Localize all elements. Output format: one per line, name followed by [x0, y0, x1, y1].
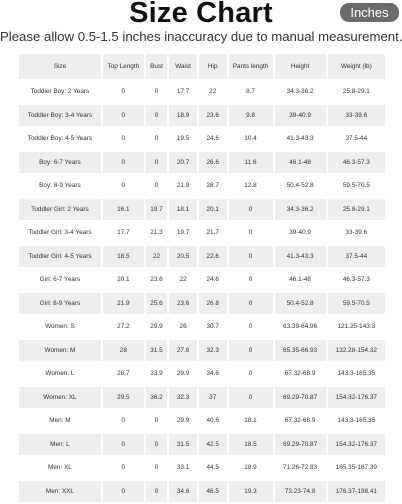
column-header: Bust [146, 54, 167, 79]
table-cell: 46.1-48 [275, 269, 326, 291]
table-cell: 34.6 [199, 363, 227, 385]
size-chart-table-container [17, 52, 387, 504]
table-cell: 22 [146, 246, 167, 268]
table-row [19, 387, 385, 409]
table-cell: 24.6 [199, 269, 227, 291]
table-cell: 21.9 [169, 175, 197, 197]
table-cell: 0 [103, 457, 144, 479]
table-cell: 0 [229, 316, 273, 338]
table-cell: 18.1 [169, 199, 197, 221]
table-cell: 143.3-165.35 [328, 363, 385, 385]
table-row [19, 269, 385, 291]
table-cell: 25.8-29.1 [328, 81, 385, 103]
table-cell: 19.7 [146, 199, 167, 221]
table-cell: 11.6 [229, 152, 273, 174]
table-cell: 27.6 [169, 340, 197, 362]
table-cell: 41.3-43.3 [275, 128, 326, 150]
table-cell: 46.5 [199, 481, 227, 503]
table-cell: 63.39-64.96 [275, 316, 326, 338]
size-label-cell: Men: L [19, 434, 101, 456]
column-header: Waist [169, 54, 197, 79]
table-cell: 18.5 [103, 246, 144, 268]
size-label-cell: Toddler Boy: 3-4 Years [19, 105, 101, 127]
table-cell: 34.3-36.2 [275, 199, 326, 221]
table-cell: 0 [103, 128, 144, 150]
column-header: Height [275, 54, 326, 79]
table-cell: 0 [146, 481, 167, 503]
table-cell: 0 [229, 387, 273, 409]
page-title: Size Chart [129, 0, 273, 29]
table-row [19, 152, 385, 174]
table-cell: 65.35-66.93 [275, 340, 326, 362]
table-row [19, 316, 385, 338]
table-cell: 18.5 [229, 434, 273, 456]
table-cell: 16.1 [103, 199, 144, 221]
table-cell: 28.7 [199, 175, 227, 197]
table-cell: 17.7 [103, 222, 144, 244]
table-cell: 67.32-68.9 [275, 363, 326, 385]
table-row [19, 293, 385, 315]
table-cell: 0 [103, 481, 144, 503]
size-label-cell: Women: S [19, 316, 101, 338]
table-cell: 31.5 [169, 434, 197, 456]
size-label-cell: Women: M [19, 340, 101, 362]
table-cell: 28 [103, 340, 144, 362]
table-cell: 37.5-44 [328, 128, 385, 150]
table-cell: 176.37-198.41 [328, 481, 385, 503]
table-cell: 0 [229, 199, 273, 221]
column-header: Size [19, 54, 101, 79]
table-cell: 40.6 [199, 410, 227, 432]
table-cell: 28.7 [103, 363, 144, 385]
table-cell: 37 [199, 387, 227, 409]
table-cell: 121.25-143.3 [328, 316, 385, 338]
table-cell: 29.5 [103, 387, 144, 409]
table-cell: 37.5-44 [328, 246, 385, 268]
table-header-row [19, 54, 385, 79]
size-label-cell: Toddler Girl: 2 Years [19, 199, 101, 221]
table-cell: 9.8 [229, 105, 273, 127]
table-cell: 20.1 [103, 269, 144, 291]
table-cell: 18.9 [169, 105, 197, 127]
size-chart-table [17, 52, 387, 504]
table-cell: 34.3-36.2 [275, 81, 326, 103]
table-cell: 0 [146, 105, 167, 127]
table-cell: 0 [103, 81, 144, 103]
table-cell: 154.32-176.37 [328, 434, 385, 456]
table-row [19, 81, 385, 103]
table-cell: 23.6 [199, 105, 227, 127]
column-header: Pants length [229, 54, 273, 79]
column-header: Hip [199, 54, 227, 79]
table-cell: 17.7 [169, 81, 197, 103]
table-row [19, 175, 385, 197]
table-cell: 0 [146, 81, 167, 103]
table-cell: 0 [146, 152, 167, 174]
size-label-cell: Women: L [19, 363, 101, 385]
table-cell: 20.5 [169, 246, 197, 268]
size-label-cell: Toddler Girl: 3-4 Years [19, 222, 101, 244]
table-cell: 25.8-29.1 [328, 199, 385, 221]
table-cell: 0 [103, 152, 144, 174]
size-label-cell: Boy: 6-7 Years [19, 152, 101, 174]
table-cell: 32.3 [169, 387, 197, 409]
size-label-cell: Women: XL [19, 387, 101, 409]
table-cell: 46.1-48 [275, 152, 326, 174]
table-row [19, 363, 385, 385]
table-cell: 24.6 [199, 128, 227, 150]
table-cell: 0 [229, 222, 273, 244]
size-label-cell: Men: M [19, 410, 101, 432]
table-cell: 12.8 [229, 175, 273, 197]
table-cell: 36.2 [146, 387, 167, 409]
table-cell: 26.8 [199, 293, 227, 315]
table-cell: 39-40.9 [275, 222, 326, 244]
column-header: Weight (lb) [328, 54, 385, 79]
table-row [19, 340, 385, 362]
size-label-cell: Boy: 8-9 Years [19, 175, 101, 197]
table-cell: 21.7 [199, 222, 227, 244]
table-cell: 41.3-43.3 [275, 246, 326, 268]
table-cell: 0 [103, 410, 144, 432]
table-cell: 0 [146, 434, 167, 456]
table-cell: 46.3-57.3 [328, 152, 385, 174]
size-label-cell: Men: XL [19, 457, 101, 479]
size-label-cell: Toddler Girl: 4-5 Years [19, 246, 101, 268]
table-cell: 0 [146, 457, 167, 479]
table-cell: 19.5 [169, 128, 197, 150]
table-body [19, 81, 385, 502]
table-cell: 0 [229, 363, 273, 385]
table-cell: 0 [146, 175, 167, 197]
table-cell: 67.32-68.9 [275, 410, 326, 432]
table-cell: 50.4-52.8 [275, 293, 326, 315]
measurement-note: Please allow 0.5-1.5 inches inaccuracy due to manual measurement. [0, 29, 402, 44]
table-cell: 0 [229, 293, 273, 315]
table-cell: 132.28-154.32 [328, 340, 385, 362]
table-cell: 20.7 [169, 152, 197, 174]
table-cell: 29.9 [146, 316, 167, 338]
table-cell: 33.9 [146, 363, 167, 385]
table-cell: 165.35-187.39 [328, 457, 385, 479]
table-cell: 26 [169, 316, 197, 338]
table-cell: 21.3 [146, 222, 167, 244]
table-row [19, 481, 385, 503]
table-cell: 143.3-165.35 [328, 410, 385, 432]
size-label-cell: Girl: 6-7 Years [19, 269, 101, 291]
table-row [19, 246, 385, 268]
table-cell: 50.4-52.8 [275, 175, 326, 197]
table-cell: 31.5 [146, 340, 167, 362]
table-cell: 10.4 [229, 128, 273, 150]
table-cell: 27.2 [103, 316, 144, 338]
table-cell: 42.5 [199, 434, 227, 456]
table-row [19, 434, 385, 456]
table-cell: 0 [229, 246, 273, 268]
table-cell: 0 [229, 269, 273, 291]
table-cell: 22.6 [199, 246, 227, 268]
table-cell: 0 [146, 410, 167, 432]
table-cell: 34.6 [169, 481, 197, 503]
table-cell: 22 [169, 269, 197, 291]
table-cell: 22 [199, 81, 227, 103]
table-cell: 69.29-70.87 [275, 387, 326, 409]
table-cell: 21.9 [103, 293, 144, 315]
column-header: Top Length [103, 54, 144, 79]
table-row [19, 105, 385, 127]
table-cell: 19.3 [229, 481, 273, 503]
size-label-cell: Toddler Boy: 4-5 Years [19, 128, 101, 150]
table-cell: 69.29-70.87 [275, 434, 326, 456]
table-cell: 0 [103, 105, 144, 127]
table-cell: 20.1 [199, 199, 227, 221]
table-cell: 18.9 [229, 457, 273, 479]
table-cell: 26.6 [199, 152, 227, 174]
table-row [19, 199, 385, 221]
table-cell: 59.5-70.5 [328, 175, 385, 197]
table-row [19, 457, 385, 479]
size-label-cell: Men: XXL [19, 481, 101, 503]
size-label-cell: Girl: 8-9 Years [19, 293, 101, 315]
table-cell: 0 [103, 175, 144, 197]
table-cell: 29.9 [169, 410, 197, 432]
table-row [19, 222, 385, 244]
table-cell: 30.7 [199, 316, 227, 338]
table-cell: 8.7 [229, 81, 273, 103]
table-cell: 0 [229, 340, 273, 362]
table-cell: 73.23-74.8 [275, 481, 326, 503]
table-row [19, 128, 385, 150]
table-cell: 154.32-176.37 [328, 387, 385, 409]
table-cell: 32.3 [199, 340, 227, 362]
table-cell: 25.6 [146, 293, 167, 315]
table-cell: 46.3-57.3 [328, 269, 385, 291]
table-cell: 0 [103, 434, 144, 456]
table-cell: 23.6 [169, 293, 197, 315]
table-cell: 18.1 [229, 410, 273, 432]
size-label-cell: Toddler Boy: 2 Years [19, 81, 101, 103]
table-row [19, 410, 385, 432]
table-cell: 19.7 [169, 222, 197, 244]
unit-badge: Inches [340, 3, 399, 22]
table-cell: 59.5-70.5 [328, 293, 385, 315]
table-cell: 44.5 [199, 457, 227, 479]
table-cell: 23.6 [146, 269, 167, 291]
table-cell: 33-39.6 [328, 105, 385, 127]
table-cell: 39-40.9 [275, 105, 326, 127]
table-cell: 33.1 [169, 457, 197, 479]
table-cell: 0 [146, 128, 167, 150]
table-cell: 71.26-72.83 [275, 457, 326, 479]
table-cell: 29.9 [169, 363, 197, 385]
table-cell: 33-39.6 [328, 222, 385, 244]
